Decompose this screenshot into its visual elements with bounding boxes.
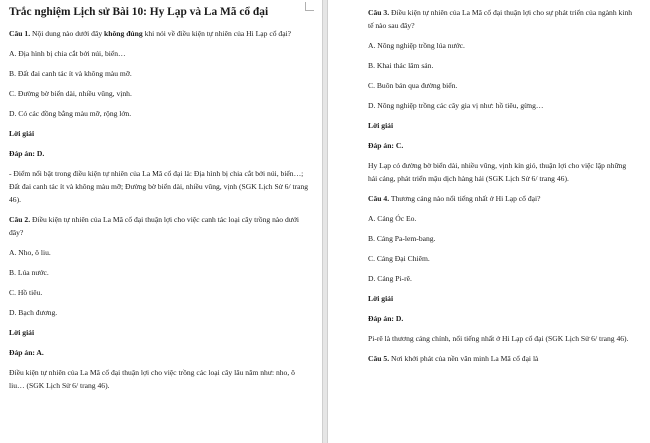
option-b: B. Khai thác lâm sản.	[368, 61, 434, 70]
option-d: D. Cảng Pi-rê.	[368, 274, 412, 283]
answer: Đáp án: D.	[9, 148, 45, 158]
option-c: C. Hồ tiêu.	[9, 287, 43, 297]
question-text: Thương cảng nào nổi tiếng nhất ở Hi Lạp cổ đại?	[389, 194, 541, 203]
question-label: Câu 2.	[9, 214, 31, 224]
option-b: B. Lúa nước.	[9, 267, 49, 277]
solution-label: Lời giải	[368, 294, 394, 303]
question-5	[368, 352, 636, 365]
explanation: Điều kiện tự nhiên của La Mã cổ đại thuận lợi cho việc trồng các loại cây lâu năm như: nho, ô liu… (SGK Lịch Sử 6/ trang 46).	[9, 367, 295, 390]
option-c: C. Cảng Đại Chiêm.	[368, 254, 430, 263]
crop-mark	[305, 2, 314, 11]
question-label: Câu 1.	[9, 28, 31, 38]
question-text: Điều kiện tự nhiên của La Mã cổ đại thuận lợi cho việc canh tác loại cây trồng nào dưới đây?	[9, 214, 299, 237]
option-c: C. Buôn bán qua đường biển.	[368, 81, 458, 90]
document-page-right	[328, 0, 650, 443]
question-label: Câu 5.	[368, 354, 390, 363]
explanation: Hy Lạp có đường bờ biển dài, nhiều vũng, vịnh kín gió, thuận lợi cho việc lập những hải cảng, phát triển mậu dịch hàng hải (SGK Lịch Sử 6/ trang 46).	[368, 161, 627, 183]
page-title: Trắc nghiệm Lịch sử Bài 10: Hy Lạp và La Mã cổ đại	[9, 6, 269, 18]
question-3	[368, 6, 636, 32]
question-text: Nơi khởi phát của nền văn minh La Mã cổ đại là	[389, 354, 539, 363]
answer: Đáp án: C.	[368, 141, 404, 150]
explanation: - Điểm nổi bật trong điều kiện tự nhiên của La Mã cổ đại là: Địa hình bị chia cắt bởi núi, biển…; Đất đai canh tác ít và không màu mỡ; Đường bờ biển dài, nhiều vũng, vịnh (SGK Lịch Sử 6/ trang 46).	[9, 168, 309, 204]
question-4	[368, 192, 636, 205]
option-a: A. Địa hình bị chia cắt bởi núi, biển…	[9, 48, 126, 58]
option-d: D. Có các đồng bằng màu mỡ, rộng lớn.	[9, 108, 132, 118]
option-b: B. Đất đai canh tác ít và không màu mỡ.	[9, 68, 132, 78]
question-emphasis: không đúng	[104, 28, 143, 38]
question-label: Câu 3.	[368, 8, 390, 17]
option-c: C. Đường bờ biển dài, nhiều vũng, vịnh.	[9, 88, 132, 98]
question-text: khi nói về điều kiện tự nhiên của Hi Lạp cổ đại?	[142, 28, 292, 38]
option-a: A. Nho, ô liu.	[9, 247, 51, 257]
option-d: D. Nông nghiệp trồng các cây gia vị như: hồ tiêu, gừng…	[368, 101, 544, 110]
solution-label: Lời giải	[368, 121, 394, 130]
answer: Đáp án: D.	[368, 314, 404, 323]
solution-label: Lời giải	[9, 128, 35, 138]
question-2	[9, 213, 312, 239]
option-d: D. Bạch đương.	[9, 307, 58, 317]
option-a: A. Nông nghiệp trồng lúa nước.	[368, 41, 465, 50]
question-text: Điều kiện tự nhiên của La Mã cổ đại thuận lợi cho sự phát triển của ngành kinh tế nào sau đây?	[368, 8, 633, 30]
question-text: Nội dung nào dưới đây	[30, 28, 105, 38]
solution-label: Lời giải	[9, 327, 35, 337]
option-a: A. Cảng Óc Eo.	[368, 214, 417, 223]
question-1	[9, 27, 312, 40]
option-b: B. Cảng Pa-lem-bang.	[368, 234, 436, 243]
explanation: Pi-rê là thương cảng chính, nổi tiếng nhất ở Hi Lạp cổ đại (SGK Lịch Sử 6/ trang 46).	[368, 334, 629, 343]
document-page-left	[0, 0, 322, 443]
answer: Đáp án: A.	[9, 347, 44, 357]
question-label: Câu 4.	[368, 194, 390, 203]
